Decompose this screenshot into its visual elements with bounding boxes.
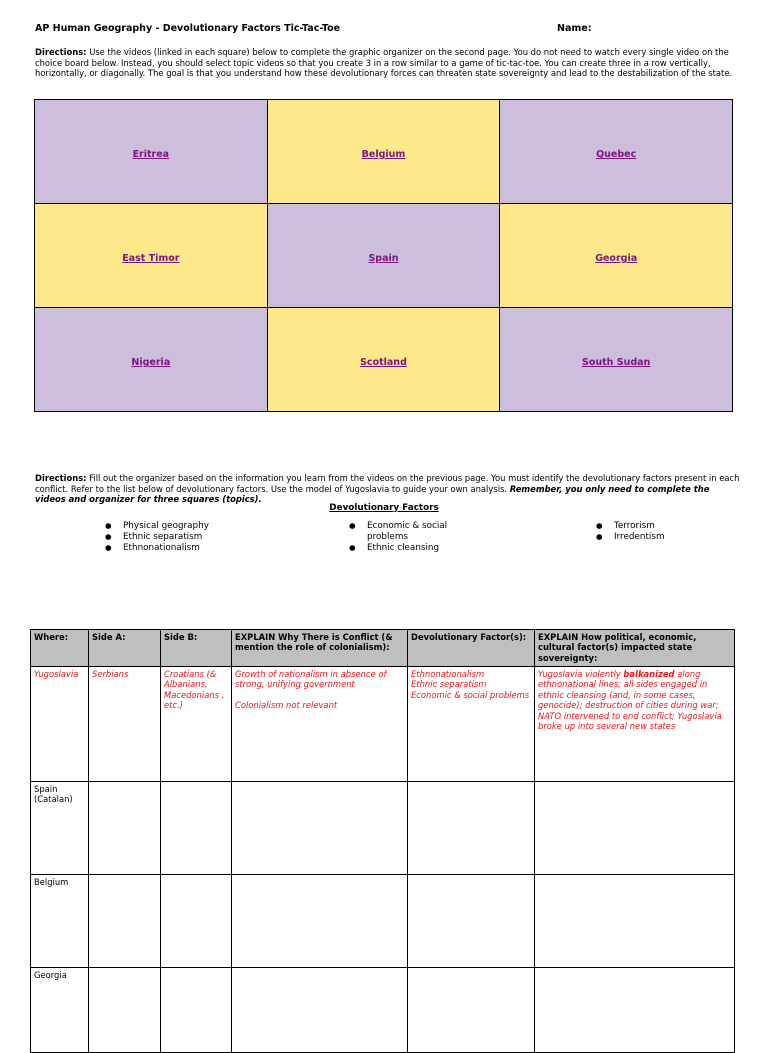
table-row [31, 875, 735, 968]
factors-cell[interactable] [408, 875, 535, 968]
board-cell-south-sudan [500, 308, 733, 412]
side-a-cell[interactable] [89, 875, 161, 968]
directions-text: Fill out the organizer based on the information you learn from the videos on the previous page. You must identify the devolutionary factors present in each conflict. Refer to the list below of devolutionary factors. Use the model of Yugoslavia to guide your own analysis. [35, 473, 740, 494]
board-cell-spain [267, 204, 500, 308]
factor-item: ● Ethnic cleansing [349, 543, 489, 554]
header-side-b: Side B: [161, 630, 232, 667]
directions-text: Use the videos (linked in each square) below to complete the graphic organizer on the second page. You do not need to watch every single video on the choice board below. Instead, you should select topic videos so that you create 3 in a row similar to a game of tic-tac-toe. You can create three in a row vertically, horizontally, or diagonally. The goal is that you understand how these devolutionary forces can threaten state sovereignty and lead to the destabilization of the state. [35, 47, 733, 79]
board-cell-georgia [500, 204, 733, 308]
factor-item: ● Irredentism [596, 532, 716, 543]
header-impact: EXPLAIN How political, economic, cultural factor(s) impacted state sovereignty: [535, 630, 735, 667]
factor-item: ● Economic & social problems [349, 521, 489, 543]
tic-tac-toe-board [34, 99, 733, 412]
board-cell-eritrea [35, 100, 268, 204]
header-where: Where: [31, 630, 89, 667]
table-row [31, 782, 735, 875]
organizer-header-row [31, 630, 735, 667]
board-cell-east-timor [35, 204, 268, 308]
page-title: AP Human Geography - Devolutionary Factors Tic-Tac-Toe [35, 23, 341, 34]
directions-label: Directions: [35, 473, 87, 483]
example-where: Yugoslavia [31, 667, 89, 782]
factors-list-1 [105, 521, 305, 553]
link-south-sudan[interactable]: South Sudan [581, 357, 651, 368]
table-row [31, 968, 735, 1053]
side-b-cell[interactable] [161, 968, 232, 1053]
factors-list-3 [596, 521, 716, 543]
link-nigeria[interactable]: Nigeria [131, 357, 171, 368]
link-scotland[interactable]: Scotland [360, 357, 407, 368]
row-where: Georgia [31, 968, 89, 1053]
directions-label: Directions: [35, 47, 87, 57]
header-side-a: Side A: [89, 630, 161, 667]
board-cell-scotland [267, 308, 500, 412]
board-cell-belgium [267, 100, 500, 204]
side-b-cell[interactable] [161, 782, 232, 875]
link-east-timor[interactable]: East Timor [122, 253, 180, 264]
impact-cell[interactable] [535, 968, 735, 1053]
directions-organizer [35, 473, 740, 505]
factor-item: ● Terrorism [596, 521, 716, 532]
factor-item: ● Ethnonationalism [105, 543, 305, 554]
conflict-cell[interactable] [232, 875, 408, 968]
name-label: Name: [557, 23, 592, 34]
directions-emphasis: Remember, you only need to complete the videos and organizer for three squares (topics). [35, 483, 710, 505]
graphic-organizer [30, 629, 735, 1053]
factors-cell[interactable] [408, 968, 535, 1053]
example-factors: Ethnonationalism Ethnic separatism Economic & social problems [408, 667, 535, 782]
link-georgia[interactable]: Georgia [595, 253, 638, 264]
conflict-cell[interactable] [232, 782, 408, 875]
factors-list-2 [349, 521, 489, 553]
factors-title: Devolutionary Factors [329, 503, 439, 513]
side-b-cell[interactable] [161, 875, 232, 968]
directions-board [35, 47, 740, 79]
side-a-cell[interactable] [89, 782, 161, 875]
header-factors: Devolutionary Factor(s): [408, 630, 535, 667]
link-quebec[interactable]: Quebec [596, 149, 637, 160]
example-side-b: Croatians (& Albanians, Macedonians , etc.) [161, 667, 232, 782]
conflict-cell[interactable] [232, 968, 408, 1053]
factors-cell[interactable] [408, 782, 535, 875]
board-cell-nigeria [35, 308, 268, 412]
link-eritrea[interactable]: Eritrea [132, 149, 170, 160]
impact-cell[interactable] [535, 875, 735, 968]
example-row [31, 667, 735, 782]
board-cell-quebec [500, 100, 733, 204]
row-where: Belgium [31, 875, 89, 968]
factor-item: ● Ethnic separatism [105, 532, 305, 543]
row-where: Spain (Catalan) [31, 782, 89, 875]
header-conflict: EXPLAIN Why There is Conflict (& mention the role of colonialism): [232, 630, 408, 667]
example-side-a: Serbians [89, 667, 161, 782]
side-a-cell[interactable] [89, 968, 161, 1053]
link-belgium[interactable]: Belgium [361, 149, 406, 160]
link-spain[interactable]: Spain [368, 253, 399, 264]
example-conflict: Growth of nationalism in absence of strong, unifying government Colonialism not relevant [232, 667, 408, 782]
factor-item: ● Physical geography [105, 521, 305, 532]
impact-cell[interactable] [535, 782, 735, 875]
example-impact: Yugoslavia violently balkanized along ethnonational lines; all sides engaged in ethnic cleansing (and, in some cases, genocide); destruction of cities during war; NATO intervened to end conflict; Yugoslavia broke up into several new states [535, 667, 735, 782]
